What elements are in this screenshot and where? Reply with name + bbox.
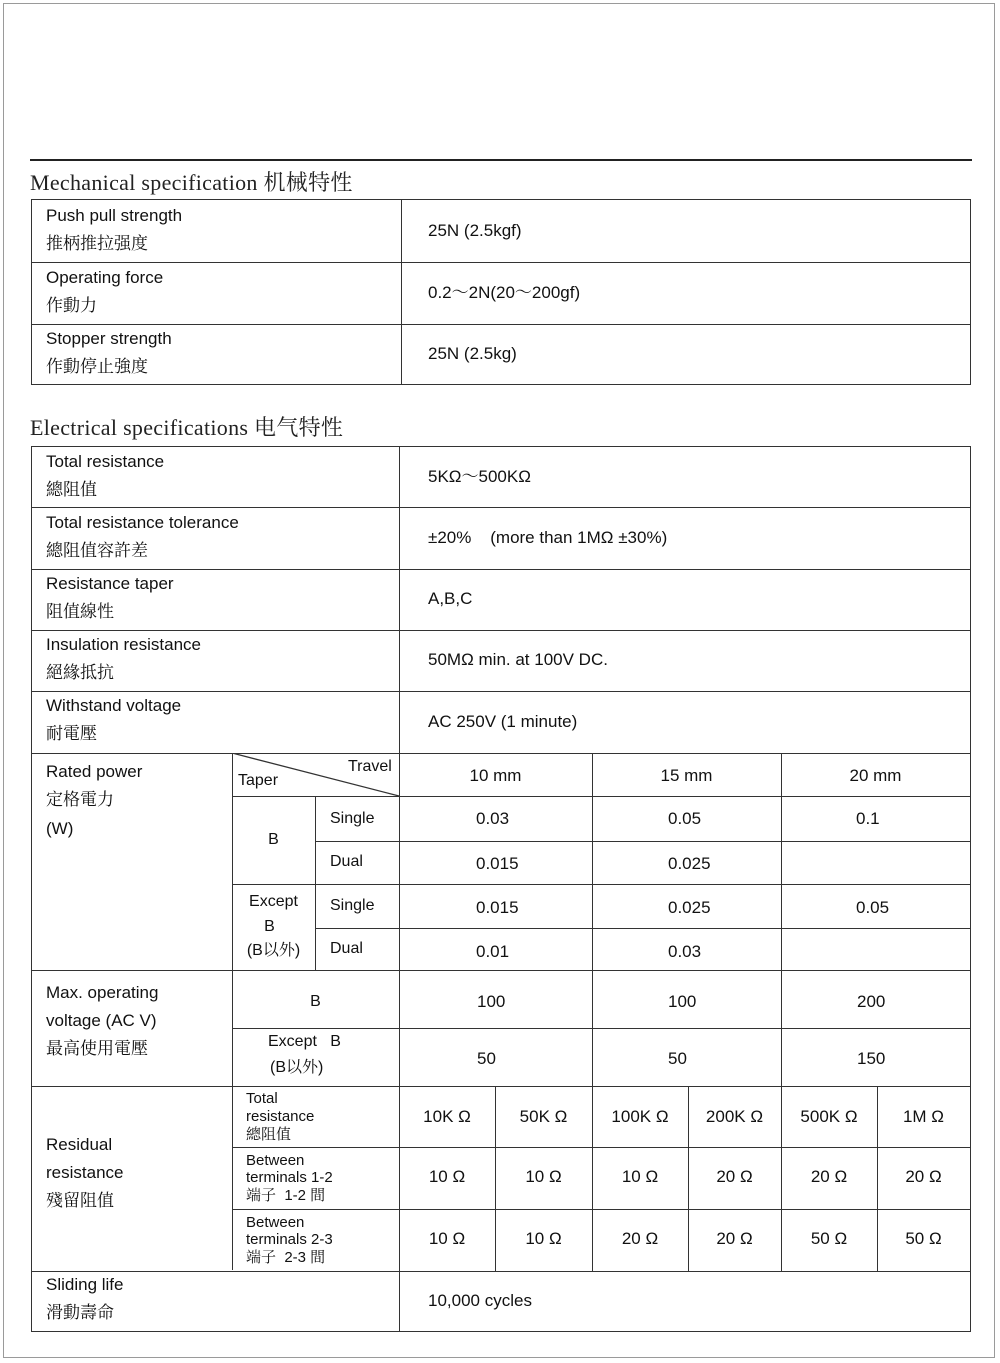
b-voltage-10: 100 [477, 992, 506, 1011]
except-dual-10: 0.01 [476, 942, 510, 961]
t23-value-1: 10 Ω [428, 1229, 466, 1248]
mechanical-table [31, 199, 971, 385]
total-value-2: 50K Ω [519, 1107, 568, 1126]
except-dual-15: 0.03 [668, 942, 702, 961]
t23-label-2: terminals 2-3 [246, 1231, 333, 1248]
sliding-label-zh: 滑動壽命 [46, 1303, 114, 1322]
dual-label: Dual [330, 853, 363, 870]
b-single-20: 0.1 [856, 809, 880, 828]
value: 25N (2.5kgf) [428, 221, 522, 240]
rated-power-label-zh: 定格電力 [46, 790, 114, 809]
residual-label-1: Residual [46, 1135, 113, 1154]
t12-label-3: 端子 1-2 間 [246, 1187, 326, 1204]
label-en: Resistance taper [46, 574, 174, 593]
label-zh: 作動力 [46, 296, 97, 315]
b-single-15: 0.05 [668, 809, 702, 828]
max-voltage-label-1: Max. operating [46, 983, 159, 1002]
total-label-1: Total [246, 1090, 278, 1107]
taper-b: B [268, 831, 279, 848]
label-en: Push pull strength [46, 206, 183, 225]
total-value-6: 1M Ω [902, 1107, 945, 1126]
except-voltage-15: 50 [668, 1049, 687, 1068]
except-single-20: 0.05 [856, 898, 890, 917]
t23-label-1: Between [246, 1214, 305, 1231]
t12-value-2: 10 Ω [525, 1167, 562, 1186]
b-voltage-15: 100 [668, 992, 697, 1011]
max-voltage-except-2: (B以外) [270, 1059, 324, 1076]
except-single-10: 0.015 [476, 898, 519, 917]
taper-except-2: B [264, 918, 275, 935]
b-voltage-20: 200 [857, 992, 886, 1011]
max-voltage-label-3: 最高使用電壓 [46, 1039, 148, 1058]
sliding-value: 10,000 cycles [428, 1291, 532, 1310]
total-value-5: 500K Ω [800, 1107, 858, 1126]
value: A,B,C [428, 589, 473, 608]
travel-15: 15 mm [660, 766, 713, 785]
t12-label-2: terminals 1-2 [246, 1169, 333, 1186]
total-value-1: 10K Ω [423, 1107, 471, 1126]
t23-value-4: 20 Ω [716, 1229, 753, 1248]
max-voltage-b: B [310, 993, 321, 1010]
residual-label-2: resistance [46, 1163, 124, 1182]
label-zh: 耐電壓 [46, 724, 97, 743]
total-value-3: 100K Ω [611, 1107, 669, 1126]
t23-value-6: 50 Ω [905, 1229, 942, 1248]
label-en: Stopper strength [46, 329, 172, 348]
b-dual-15: 0.025 [668, 854, 711, 873]
max-voltage-label-2: voltage (AC V) [46, 1011, 157, 1030]
label-en: Insulation resistance [46, 635, 201, 654]
dual-label: Dual [330, 940, 363, 957]
t12-value-5: 20 Ω [810, 1167, 848, 1186]
t23-value-5: 50 Ω [810, 1229, 848, 1248]
single-label: Single [330, 897, 375, 914]
label-en: Total resistance tolerance [46, 513, 239, 532]
taper-except-1: Except [249, 893, 298, 910]
t23-value-2: 10 Ω [525, 1229, 562, 1248]
t12-value-1: 10 Ω [428, 1167, 466, 1186]
except-voltage-10: 50 [477, 1049, 496, 1068]
t12-value-3: 10 Ω [621, 1167, 659, 1186]
label-zh: 推柄推拉强度 [46, 234, 148, 253]
header-travel: Travel [348, 758, 392, 775]
label-zh: 總阻值容許差 [46, 541, 148, 560]
label-zh: 作動停止強度 [46, 357, 148, 376]
total-label-2: resistance [246, 1108, 315, 1125]
value: 50MΩ min. at 100V DC. [428, 650, 608, 669]
value: AC 250V (1 minute) [428, 712, 578, 731]
value: 25N (2.5kg) [428, 344, 517, 363]
travel-20: 20 mm [849, 766, 902, 785]
electrical-table [31, 446, 971, 1332]
b-dual-10: 0.015 [476, 854, 519, 873]
top-rule [30, 159, 972, 161]
value: 5KΩ～500KΩ [428, 467, 531, 486]
total-value-4: 200K Ω [705, 1107, 764, 1126]
b-single-10: 0.03 [476, 809, 510, 828]
header-taper: Taper [238, 772, 279, 789]
label-en: Total resistance [46, 452, 165, 471]
label-en: Operating force [46, 268, 164, 287]
label-zh: 總阻值 [46, 480, 97, 499]
rated-power-unit: (W) [46, 819, 74, 838]
mechanical-title: Mechanical specification 机械特性 [30, 170, 353, 195]
travel-10: 10 mm [469, 766, 522, 785]
label-en: Withstand voltage [46, 696, 182, 715]
t12-value-6: 20 Ω [905, 1167, 942, 1186]
rated-power-label-en: Rated power [46, 762, 143, 781]
label-zh: 絕緣抵抗 [46, 663, 114, 682]
electrical-title: Electrical specifications 电气特性 [30, 415, 344, 440]
max-voltage-except-1: Except B [268, 1033, 341, 1050]
t23-value-3: 20 Ω [621, 1229, 659, 1248]
taper-except-3: (B以外) [246, 942, 301, 959]
residual-label-3: 殘留阻值 [46, 1191, 114, 1210]
total-label-3: 總阻值 [246, 1126, 292, 1143]
value: 0.2～2N(20～200gf) [428, 283, 581, 302]
t12-label-1: Between [246, 1152, 305, 1169]
label-zh: 阻值線性 [46, 602, 114, 621]
t23-label-3: 端子 2-3 間 [246, 1249, 326, 1266]
t12-value-4: 20 Ω [716, 1167, 753, 1186]
sliding-label-en: Sliding life [46, 1275, 124, 1294]
single-label: Single [330, 810, 375, 827]
except-voltage-20: 150 [857, 1049, 886, 1068]
except-single-15: 0.025 [668, 898, 711, 917]
value: ±20% (more than 1MΩ ±30%) [428, 528, 668, 547]
